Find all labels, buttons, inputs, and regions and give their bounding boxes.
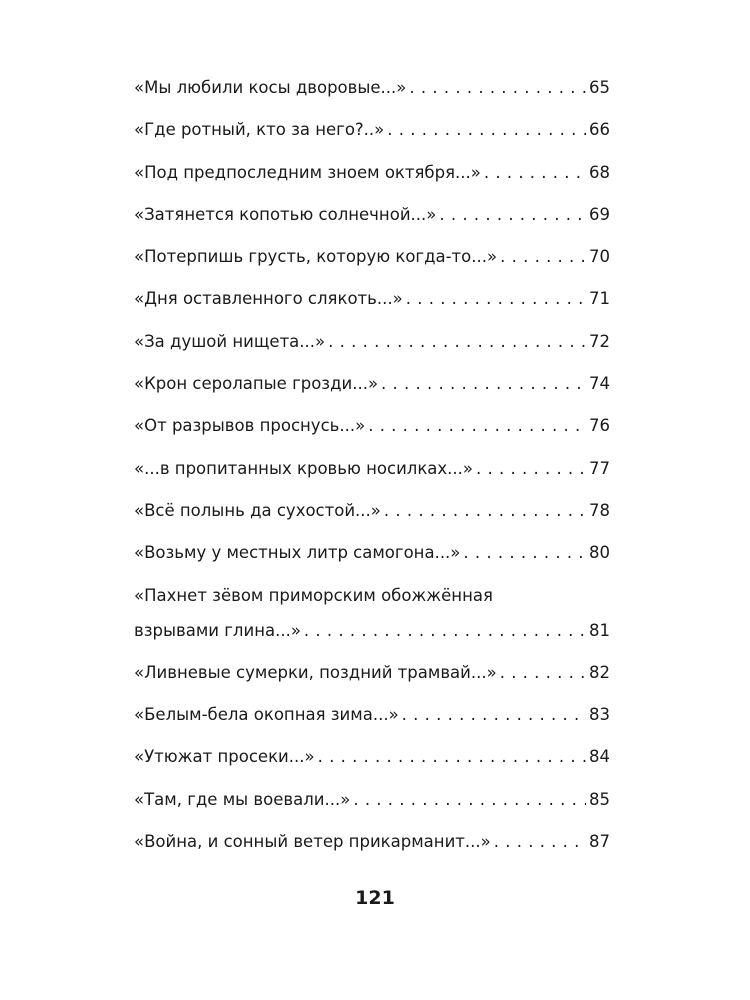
toc-entry-page: 65 bbox=[589, 78, 610, 97]
toc-entry-page: 87 bbox=[589, 832, 610, 852]
toc-entry bbox=[134, 586, 610, 641]
toc-entry-title: «...в пропитанных кровью носилках...» bbox=[134, 458, 474, 478]
toc-entry-page: 78 bbox=[589, 500, 610, 520]
table-of-contents bbox=[134, 78, 610, 874]
toc-entry-title: «Дня оставленного слякоть...» bbox=[134, 289, 403, 309]
dot-leader bbox=[500, 247, 586, 267]
toc-entry-page: 66 bbox=[589, 120, 610, 140]
toc-entry bbox=[134, 459, 610, 479]
dot-leader bbox=[368, 416, 586, 436]
toc-entry bbox=[134, 374, 610, 394]
toc-entry-title: «От разрывов проснусь...» bbox=[134, 416, 366, 436]
dot-leader bbox=[463, 543, 586, 563]
toc-entry-title: «Крон серолапые грозди...» bbox=[134, 374, 379, 394]
toc-entry-title: «Ливневые сумерки, поздний трамвай...» bbox=[134, 662, 497, 682]
toc-entry bbox=[134, 501, 610, 521]
toc-entry-page: 85 bbox=[589, 789, 610, 809]
dot-leader bbox=[353, 790, 586, 810]
toc-entry-page: 77 bbox=[589, 458, 610, 478]
toc-entry-page: 82 bbox=[589, 662, 610, 682]
toc-entry bbox=[134, 163, 610, 183]
toc-entry-page: 80 bbox=[589, 543, 610, 563]
toc-entry-title: «Затянется копотью солнечной...» bbox=[134, 204, 437, 224]
toc-entry-title-line1: «Пахнет зёвом приморским обожжённая bbox=[134, 585, 493, 605]
toc-entry-title: «Мы любили косы дворовые...» bbox=[134, 78, 407, 97]
toc-entry-page: 81 bbox=[589, 620, 610, 640]
dot-leader bbox=[484, 163, 586, 183]
dot-leader bbox=[304, 621, 586, 641]
toc-entry bbox=[134, 747, 610, 767]
toc-entry-title: «Белым-бела окопная зима...» bbox=[134, 705, 399, 725]
toc-entry bbox=[134, 78, 610, 98]
toc-entry-page: 83 bbox=[589, 705, 610, 725]
toc-entry-title: «Всё полынь да сухостой...» bbox=[134, 500, 381, 520]
toc-entry bbox=[134, 205, 610, 225]
toc-entry-title: «Утюжат просеки...» bbox=[134, 747, 315, 767]
toc-entry bbox=[134, 543, 610, 563]
dot-leader bbox=[402, 705, 586, 725]
dot-leader bbox=[494, 832, 586, 852]
dot-leader bbox=[384, 501, 586, 521]
toc-entry-page: 72 bbox=[589, 331, 610, 351]
toc-entry-page: 68 bbox=[589, 162, 610, 182]
page-number: 121 bbox=[355, 887, 395, 909]
toc-entry-page: 69 bbox=[589, 204, 610, 224]
dot-leader bbox=[409, 78, 586, 98]
dot-leader bbox=[476, 459, 586, 479]
dot-leader bbox=[318, 747, 586, 767]
toc-entry-title-line2: взрывами глина...» bbox=[134, 620, 301, 640]
dot-leader bbox=[439, 205, 586, 225]
toc-entry bbox=[134, 332, 610, 352]
toc-entry-title: «Война, и сонный ветер прикарманит...» bbox=[134, 832, 491, 852]
dot-leader bbox=[381, 374, 586, 394]
dot-leader bbox=[387, 120, 586, 140]
toc-entry-page: 71 bbox=[589, 289, 610, 309]
toc-entry bbox=[134, 705, 610, 725]
toc-entry-title: «Потерпишь грусть, которую когда-то...» bbox=[134, 247, 498, 267]
dot-leader bbox=[328, 332, 586, 352]
toc-entry bbox=[134, 247, 610, 267]
toc-entry-title: «Где ротный, кто за него?..» bbox=[134, 120, 385, 140]
toc-entry bbox=[134, 416, 610, 436]
toc-entry-title: «Под предпоследним зноем октября...» bbox=[134, 162, 481, 182]
toc-entry-title: «За душой нищета...» bbox=[134, 331, 326, 351]
toc-entry-title: «Возьму у местных литр самогона...» bbox=[134, 543, 461, 563]
dot-leader bbox=[500, 663, 586, 683]
toc-entry bbox=[134, 663, 610, 683]
toc-entry bbox=[134, 832, 610, 852]
dot-leader bbox=[406, 289, 586, 309]
toc-entry bbox=[134, 790, 610, 810]
toc-entry bbox=[134, 289, 610, 309]
toc-entry-page: 84 bbox=[589, 747, 610, 767]
toc-entry-title: «Там, где мы воевали...» bbox=[134, 789, 351, 809]
toc-entry-page: 74 bbox=[589, 374, 610, 394]
toc-entry-page: 70 bbox=[589, 247, 610, 267]
toc-entry bbox=[134, 120, 610, 140]
toc-entry-page: 76 bbox=[589, 416, 610, 436]
